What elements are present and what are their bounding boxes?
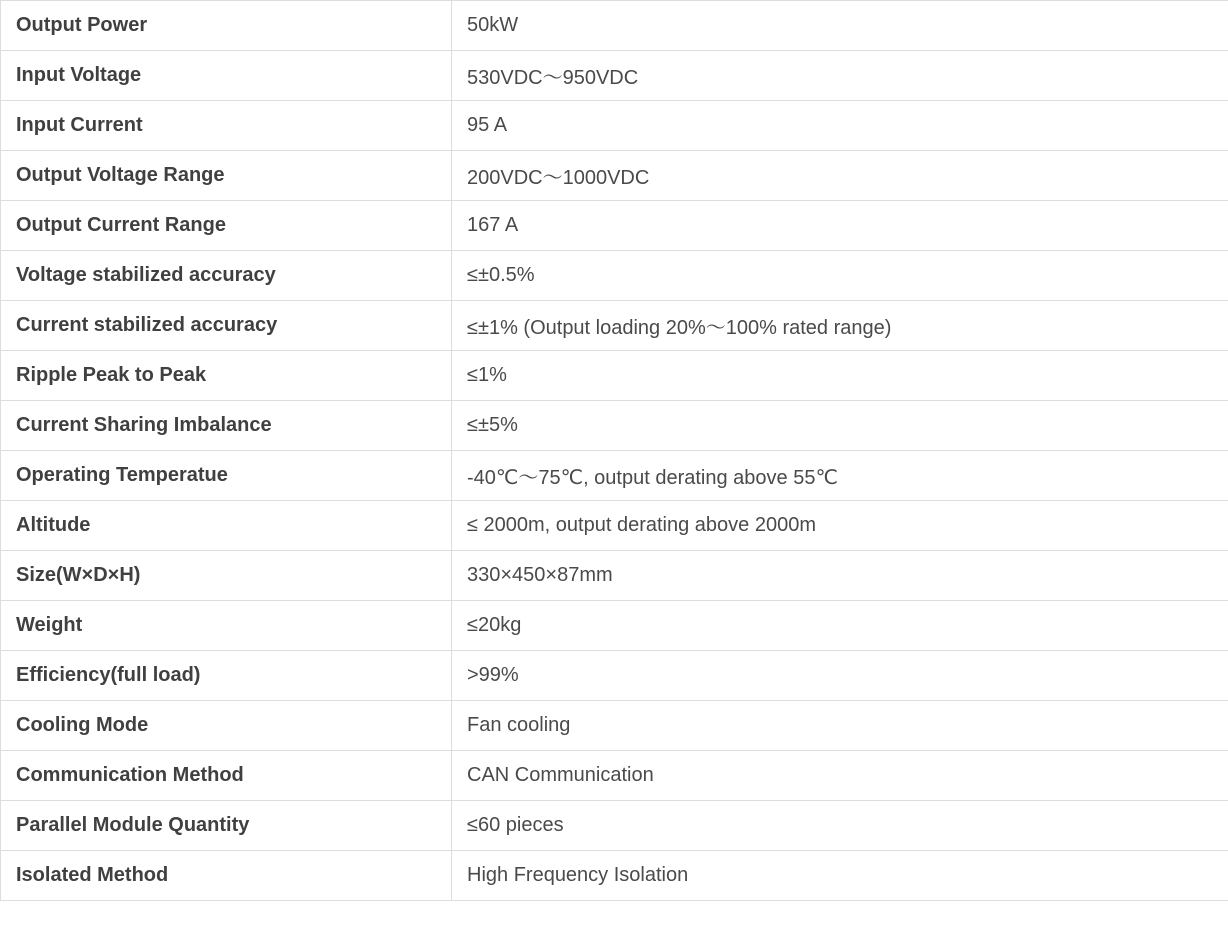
spec-label: Operating Temperatue: [1, 451, 452, 501]
table-row: [1, 601, 1228, 651]
spec-label: Input Current: [1, 101, 452, 151]
spec-value: ≤20kg: [452, 601, 1228, 651]
table-row: [1, 151, 1228, 201]
spec-value: ≤±1% (Output loading 20%～100% rated range): [452, 301, 1228, 351]
table-row: [1, 401, 1228, 451]
spec-label: Parallel Module Quantity: [1, 801, 452, 851]
spec-label: Voltage stabilized accuracy: [1, 251, 452, 301]
spec-label: Weight: [1, 601, 452, 651]
spec-label: Ripple Peak to Peak: [1, 351, 452, 401]
spec-label: Isolated Method: [1, 851, 452, 901]
spec-label: Current stabilized accuracy: [1, 301, 452, 351]
spec-value: High Frequency Isolation: [452, 851, 1228, 901]
table-row: [1, 801, 1228, 851]
spec-value: ≤±0.5%: [452, 251, 1228, 301]
spec-label: Current Sharing Imbalance: [1, 401, 452, 451]
table-row: [1, 751, 1228, 801]
spec-label: Output Current Range: [1, 201, 452, 251]
spec-value: ≤ 2000m, output derating above 2000m: [452, 501, 1228, 551]
spec-value: 200VDC～1000VDC: [452, 151, 1228, 201]
spec-value: 330×450×87mm: [452, 551, 1228, 601]
table-row: [1, 651, 1228, 701]
spec-label: Cooling Mode: [1, 701, 452, 751]
table-row: [1, 351, 1228, 401]
spec-label: Communication Method: [1, 751, 452, 801]
spec-label: Input Voltage: [1, 51, 452, 101]
table-row: [1, 101, 1228, 151]
table-row: [1, 201, 1228, 251]
spec-label: Output Voltage Range: [1, 151, 452, 201]
spec-value: 50kW: [452, 1, 1228, 51]
table-row: [1, 51, 1228, 101]
table-row: [1, 251, 1228, 301]
spec-value: -40℃～75℃, output derating above 55℃: [452, 451, 1228, 501]
table-row: [1, 1, 1228, 51]
table-row: [1, 501, 1228, 551]
spec-value: ≤60 pieces: [452, 801, 1228, 851]
spec-table-body: [1, 1, 1228, 901]
spec-label: Efficiency(full load): [1, 651, 452, 701]
spec-label: Altitude: [1, 501, 452, 551]
spec-value: 530VDC～950VDC: [452, 51, 1228, 101]
spec-value: 167 A: [452, 201, 1228, 251]
spec-value: 95 A: [452, 101, 1228, 151]
table-row: [1, 451, 1228, 501]
spec-label: Size(W×D×H): [1, 551, 452, 601]
spec-value: Fan cooling: [452, 701, 1228, 751]
spec-value: ≤±5%: [452, 401, 1228, 451]
table-row: [1, 551, 1228, 601]
spec-label: Output Power: [1, 1, 452, 51]
table-row: [1, 301, 1228, 351]
table-row: [1, 851, 1228, 901]
spec-value: >99%: [452, 651, 1228, 701]
table-row: [1, 701, 1228, 751]
spec-value: ≤1%: [452, 351, 1228, 401]
spec-value: CAN Communication: [452, 751, 1228, 801]
